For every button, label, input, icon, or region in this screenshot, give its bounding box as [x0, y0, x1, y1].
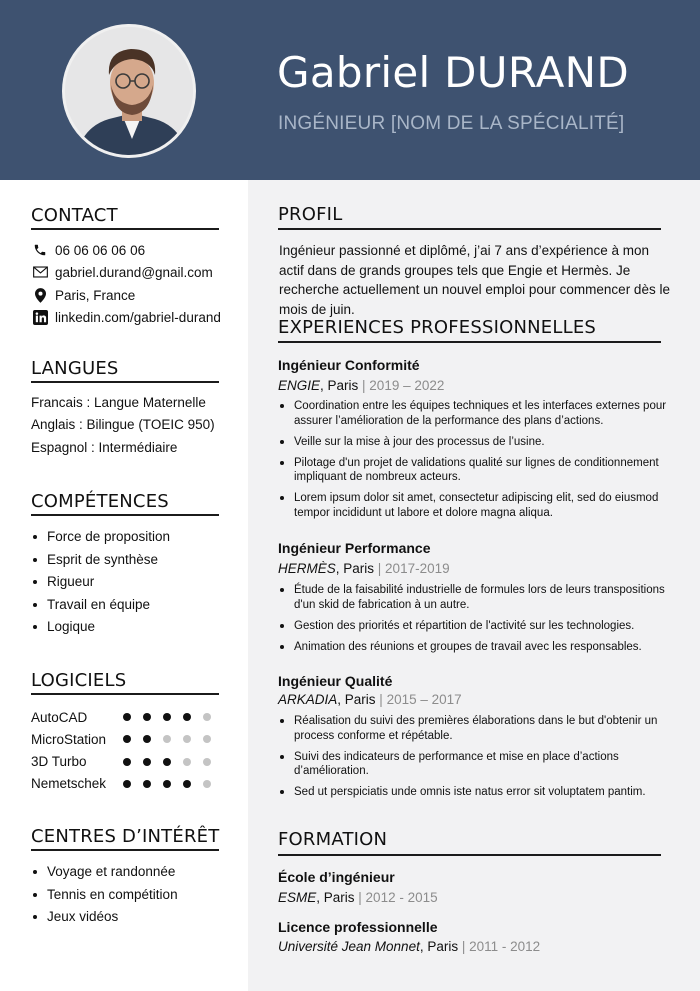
contact-linkedin[interactable]	[31, 307, 221, 327]
rating-dot-filled	[143, 758, 151, 766]
experience-divider	[278, 341, 661, 343]
education-heading: FORMATION	[278, 829, 388, 850]
rating-dot-filled	[163, 780, 171, 788]
school-name: ESME	[278, 890, 317, 905]
rating-dot-filled	[123, 735, 131, 743]
software-item	[31, 730, 221, 748]
location-pin-icon	[31, 287, 49, 303]
software-name: AutoCAD	[31, 709, 88, 725]
duty-item: Sed ut perspiciatis unde omnis iste natus error sit voluptatem pantim.	[278, 785, 678, 800]
skill-item: Logique	[31, 618, 170, 641]
candidate-job-title: INGÉNIEUR [NOM DE LA SPÉCIALITÉ]	[278, 113, 625, 134]
job-separator: |	[379, 692, 383, 707]
duty-item: Réalisation du suivi des premières élaborations dans le but d'obtenir un process conforme et répétable.	[278, 714, 678, 743]
duty-item: Animation des réunions et groupes de travail avec les responsables.	[278, 640, 678, 655]
degree-separator: |	[358, 890, 362, 905]
rating-dot-empty	[203, 735, 211, 743]
duty-item: Lorem ipsum dolor sit amet, consectetur adipiscing elit, sed do eiusmod tempor incididunt ut labore et dolore magna aliqua.	[278, 491, 678, 520]
job-company: ENGIE	[278, 378, 321, 393]
language-item: Anglais : Bilingue (TOEIC 950)	[31, 417, 215, 432]
rating-dot-empty	[203, 758, 211, 766]
job-duties	[278, 399, 678, 527]
duty-item: Étude de la faisabilité industrielle de formules lors de leurs transpositions d'un skid de fabrication à un autre.	[278, 583, 678, 612]
software-heading: LOGICIELS	[31, 670, 127, 691]
degree-meta	[278, 890, 438, 905]
rating-dot-empty	[203, 780, 211, 788]
phone-icon	[31, 242, 49, 258]
profile-heading: PROFIL	[278, 204, 343, 225]
software-name: Nemetschek	[31, 776, 107, 792]
rating-dot-filled	[163, 713, 171, 721]
job-duties	[278, 583, 678, 661]
interests-heading: CENTRES D’INTÉRÊT	[31, 826, 220, 847]
degree-separator: |	[461, 939, 466, 954]
interest-item: Jeux vidéos	[31, 908, 178, 931]
skill-rating	[123, 780, 211, 788]
job-meta	[278, 561, 450, 576]
skill-rating	[123, 713, 211, 721]
candidate-name: Gabriel DURAND	[277, 48, 629, 97]
job-meta	[278, 378, 444, 393]
job-dates: 2015 – 2017	[382, 692, 462, 707]
header-banner	[0, 0, 700, 180]
contact-linkedin-text: linkedin.com/gabriel-durand	[55, 309, 221, 325]
job-city: , Paris	[335, 561, 378, 576]
job-city: , Paris	[337, 692, 380, 707]
contact-email[interactable]	[31, 262, 213, 282]
degree-meta	[278, 939, 540, 954]
languages-divider	[31, 381, 219, 383]
software-name: 3D Turbo	[31, 754, 87, 770]
rating-dot-filled	[143, 780, 151, 788]
degree-title: Licence professionnelle	[278, 919, 438, 935]
school-city: , Paris	[419, 939, 462, 954]
contact-location-text: Paris, France	[55, 287, 136, 303]
interest-item: Voyage et randonnée	[31, 863, 178, 886]
degree-dates: 2011 - 2012	[465, 939, 541, 954]
contact-phone[interactable]	[31, 240, 145, 260]
languages-heading: LANGUES	[31, 358, 119, 379]
skills-list	[31, 528, 170, 641]
rating-dot-empty	[163, 735, 171, 743]
duty-item: Pilotage d'un projet de validations qualité sur lignes de conditionnement impliquant de nombreux acteurs.	[278, 456, 678, 485]
job-meta	[278, 692, 462, 707]
software-item	[31, 708, 221, 726]
profile-photo	[62, 24, 196, 158]
rating-dot-filled	[183, 713, 191, 721]
rating-dot-filled	[183, 780, 191, 788]
duty-item: Coordination entre les équipes techniques et les interfaces externes pour assurer l’amélioration de la performance des plans d’actions.	[278, 399, 678, 428]
contact-location	[31, 285, 135, 305]
contact-heading: CONTACT	[31, 205, 118, 226]
job-dates: 2019 – 2022	[365, 378, 445, 393]
software-divider	[31, 693, 219, 695]
job-separator: |	[362, 378, 366, 393]
rating-dot-filled	[143, 735, 151, 743]
software-item	[31, 775, 221, 793]
education-divider	[278, 854, 661, 856]
duty-item: Suivi des indicateurs de performance et mise en place d’actions d’amélioration.	[278, 750, 678, 779]
skills-divider	[31, 514, 219, 516]
interests-divider	[31, 849, 219, 851]
software-item	[31, 753, 221, 771]
skill-rating	[123, 758, 211, 766]
profile-summary: Ingénieur passionné et diplômé, j’ai 7 ans d’expérience à mon actif dans de grands groupes tels que Engie et Hermès. Je recherche actuellement un nouvel emploi pour commencer dès le mois de juin.	[279, 243, 670, 317]
rating-dot-filled	[143, 713, 151, 721]
interest-item: Tennis en compétition	[31, 886, 178, 909]
job-city: , Paris	[320, 378, 363, 393]
rating-dot-filled	[123, 713, 131, 721]
rating-dot-empty	[183, 735, 191, 743]
duty-item: Veille sur la mise à jour des processus de l’usine.	[278, 435, 678, 450]
rating-dot-empty	[203, 713, 211, 721]
rating-dot-filled	[123, 780, 131, 788]
school-name: Université Jean Monnet	[278, 939, 420, 954]
skill-item: Esprit de synthèse	[31, 551, 170, 574]
skills-heading: COMPÉTENCES	[31, 491, 169, 512]
profile-divider	[278, 228, 661, 230]
degree-dates: 2012 - 2015	[361, 890, 438, 905]
job-separator: |	[377, 561, 382, 576]
job-title: Ingénieur Qualité	[278, 673, 393, 689]
job-company: HERMÈS	[278, 561, 336, 576]
job-duties	[278, 714, 678, 806]
linkedin-icon	[31, 309, 49, 325]
portrait-image	[65, 27, 196, 158]
job-title: Ingénieur Conformité	[278, 357, 420, 373]
contact-email-text: gabriel.durand@gnail.com	[55, 264, 213, 280]
skill-rating	[123, 735, 211, 743]
skill-item: Travail en équipe	[31, 596, 170, 619]
interests-list	[31, 863, 178, 931]
job-company: ARKADIA	[278, 692, 338, 707]
degree-title: École d’ingénieur	[278, 869, 395, 885]
language-item: Francais : Langue Maternelle	[31, 395, 206, 410]
envelope-icon	[31, 264, 49, 280]
duty-item: Gestion des priorités et répartition de l'activité sur les technologies.	[278, 619, 678, 634]
rating-dot-filled	[163, 758, 171, 766]
rating-dot-empty	[183, 758, 191, 766]
software-name: MicroStation	[31, 731, 107, 747]
rating-dot-filled	[123, 758, 131, 766]
contact-divider	[31, 228, 219, 230]
school-city: , Paris	[316, 890, 359, 905]
language-item: Espagnol : Intermédiaire	[31, 440, 178, 455]
job-title: Ingénieur Performance	[278, 540, 431, 556]
skill-item: Force de proposition	[31, 528, 170, 551]
job-dates: 2017-2019	[381, 561, 450, 576]
contact-phone-text: 06 06 06 06 06	[55, 242, 146, 258]
skill-item: Rigueur	[31, 573, 170, 596]
experience-heading: EXPERIENCES PROFESSIONNELLES	[278, 317, 597, 338]
